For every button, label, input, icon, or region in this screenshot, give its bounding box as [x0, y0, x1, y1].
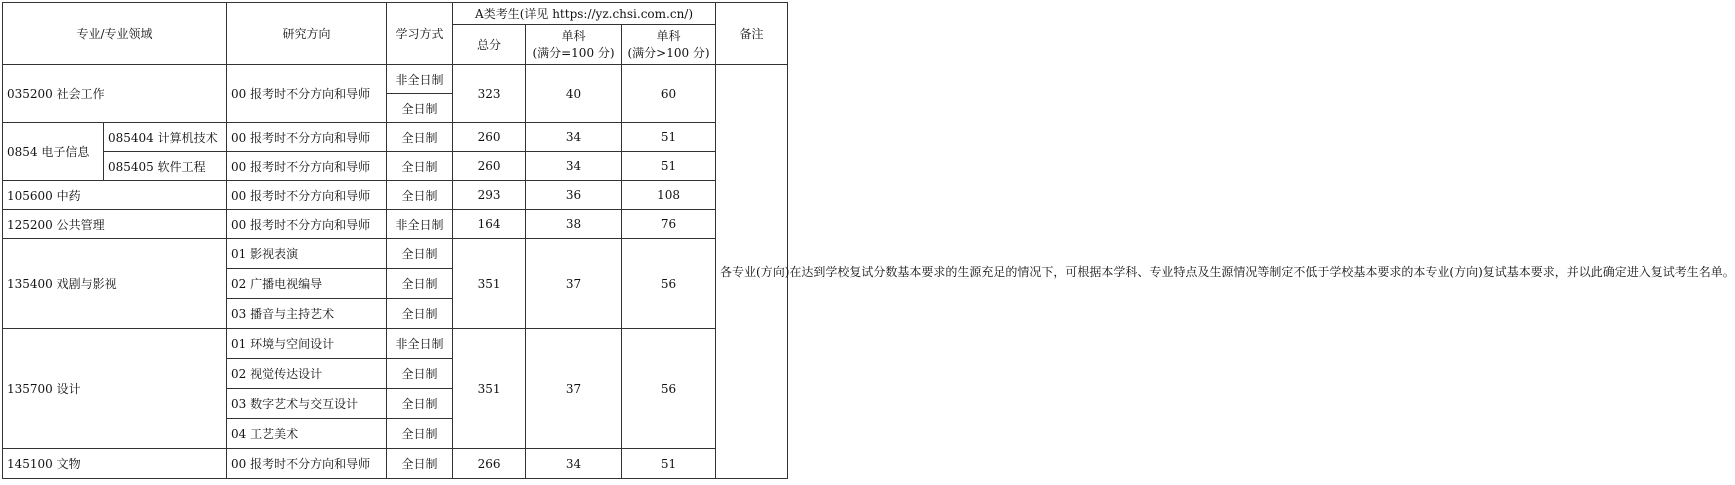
single-gt100-cell: 56 [622, 329, 716, 449]
mode-cell: 全日制 [387, 419, 453, 449]
single-100-cell: 38 [526, 210, 622, 239]
mode-cell: 非全日制 [387, 65, 453, 94]
total-cell: 260 [453, 123, 526, 152]
remark-cell: 各专业(方向)在达到学校复试分数基本要求的生源充足的情况下，可根据本学科、专业特点及生源情况等制定不低于学校基本要求的本专业(方向)复试基本要求，并以此确定进入复试考生名单。 [716, 65, 788, 479]
mode-cell: 非全日制 [387, 329, 453, 359]
header-single-100-line1: 单科 [561, 28, 586, 43]
header-group-a: A类考生(详见 https://yz.chsi.com.cn/) [453, 3, 716, 25]
mode-cell: 全日制 [387, 389, 453, 419]
sub-major-cell: 085405 软件工程 [104, 152, 227, 181]
mode-cell: 全日制 [387, 181, 453, 210]
single-gt100-cell: 108 [622, 181, 716, 210]
single-100-cell: 40 [526, 65, 622, 123]
total-cell: 293 [453, 181, 526, 210]
mode-cell: 全日制 [387, 269, 453, 299]
single-gt100-cell: 51 [622, 123, 716, 152]
table-row [3, 65, 788, 94]
direction-cell: 00 报考时不分方向和导师 [227, 181, 387, 210]
major-cell: 135700 设计 [3, 329, 227, 449]
single-100-cell: 37 [526, 329, 622, 449]
mode-cell: 全日制 [387, 299, 453, 329]
table-row [3, 152, 788, 181]
direction-cell: 01 影视表演 [227, 239, 387, 269]
direction-cell: 00 报考时不分方向和导师 [227, 65, 387, 123]
direction-cell: 00 报考时不分方向和导师 [227, 449, 387, 479]
single-100-cell: 34 [526, 449, 622, 479]
header-row-1 [3, 3, 788, 25]
total-cell: 323 [453, 65, 526, 123]
mode-cell: 全日制 [387, 123, 453, 152]
table-row [3, 329, 788, 359]
mode-cell: 全日制 [387, 152, 453, 181]
direction-cell: 00 报考时不分方向和导师 [227, 152, 387, 181]
major-cell: 035200 社会工作 [3, 65, 227, 123]
table-row [3, 123, 788, 152]
header-single-gt100 [622, 25, 716, 65]
major-cell: 125200 公共管理 [3, 210, 227, 239]
direction-cell: 03 数字艺术与交互设计 [227, 389, 387, 419]
header-total: 总分 [453, 25, 526, 65]
major-cell: 145100 文物 [3, 449, 227, 479]
direction-cell: 03 播音与主持艺术 [227, 299, 387, 329]
direction-cell: 02 广播电视编导 [227, 269, 387, 299]
table-row [3, 449, 788, 479]
major-cell: 105600 中药 [3, 181, 227, 210]
mode-cell: 非全日制 [387, 210, 453, 239]
direction-cell: 02 视觉传达设计 [227, 359, 387, 389]
score-requirements-table [2, 2, 1735, 479]
total-cell: 266 [453, 449, 526, 479]
total-cell: 351 [453, 329, 526, 449]
single-100-cell: 36 [526, 181, 622, 210]
major-cell: 135400 戏剧与影视 [3, 239, 227, 329]
single-100-cell: 34 [526, 152, 622, 181]
header-single-gt100-line1: 单科 [656, 28, 681, 43]
direction-cell: 04 工艺美术 [227, 419, 387, 449]
mode-cell: 全日制 [387, 449, 453, 479]
table-row [3, 239, 788, 269]
total-cell: 351 [453, 239, 526, 329]
header-single-100-line2: (满分=100 分) [532, 45, 615, 60]
single-100-cell: 37 [526, 239, 622, 329]
single-gt100-cell: 51 [622, 449, 716, 479]
direction-cell: 00 报考时不分方向和导师 [227, 210, 387, 239]
sub-major-cell: 085404 计算机技术 [104, 123, 227, 152]
header-direction: 研究方向 [227, 3, 387, 65]
header-remark: 备注 [716, 3, 788, 65]
mode-cell: 全日制 [387, 359, 453, 389]
mode-cell: 全日制 [387, 94, 453, 123]
direction-cell: 00 报考时不分方向和导师 [227, 123, 387, 152]
direction-cell: 01 环境与空间设计 [227, 329, 387, 359]
single-gt100-cell: 51 [622, 152, 716, 181]
header-mode: 学习方式 [387, 3, 453, 65]
total-cell: 260 [453, 152, 526, 181]
header-major: 专业/专业领域 [3, 3, 227, 65]
single-100-cell: 34 [526, 123, 622, 152]
total-cell: 164 [453, 210, 526, 239]
table-row [3, 181, 788, 210]
header-single-100 [526, 25, 622, 65]
table-row [3, 210, 788, 239]
major-cell: 0854 电子信息 [3, 123, 104, 181]
single-gt100-cell: 56 [622, 239, 716, 329]
header-single-gt100-line2: (满分>100 分) [627, 45, 710, 60]
mode-cell: 全日制 [387, 239, 453, 269]
single-gt100-cell: 60 [622, 65, 716, 123]
single-gt100-cell: 76 [622, 210, 716, 239]
